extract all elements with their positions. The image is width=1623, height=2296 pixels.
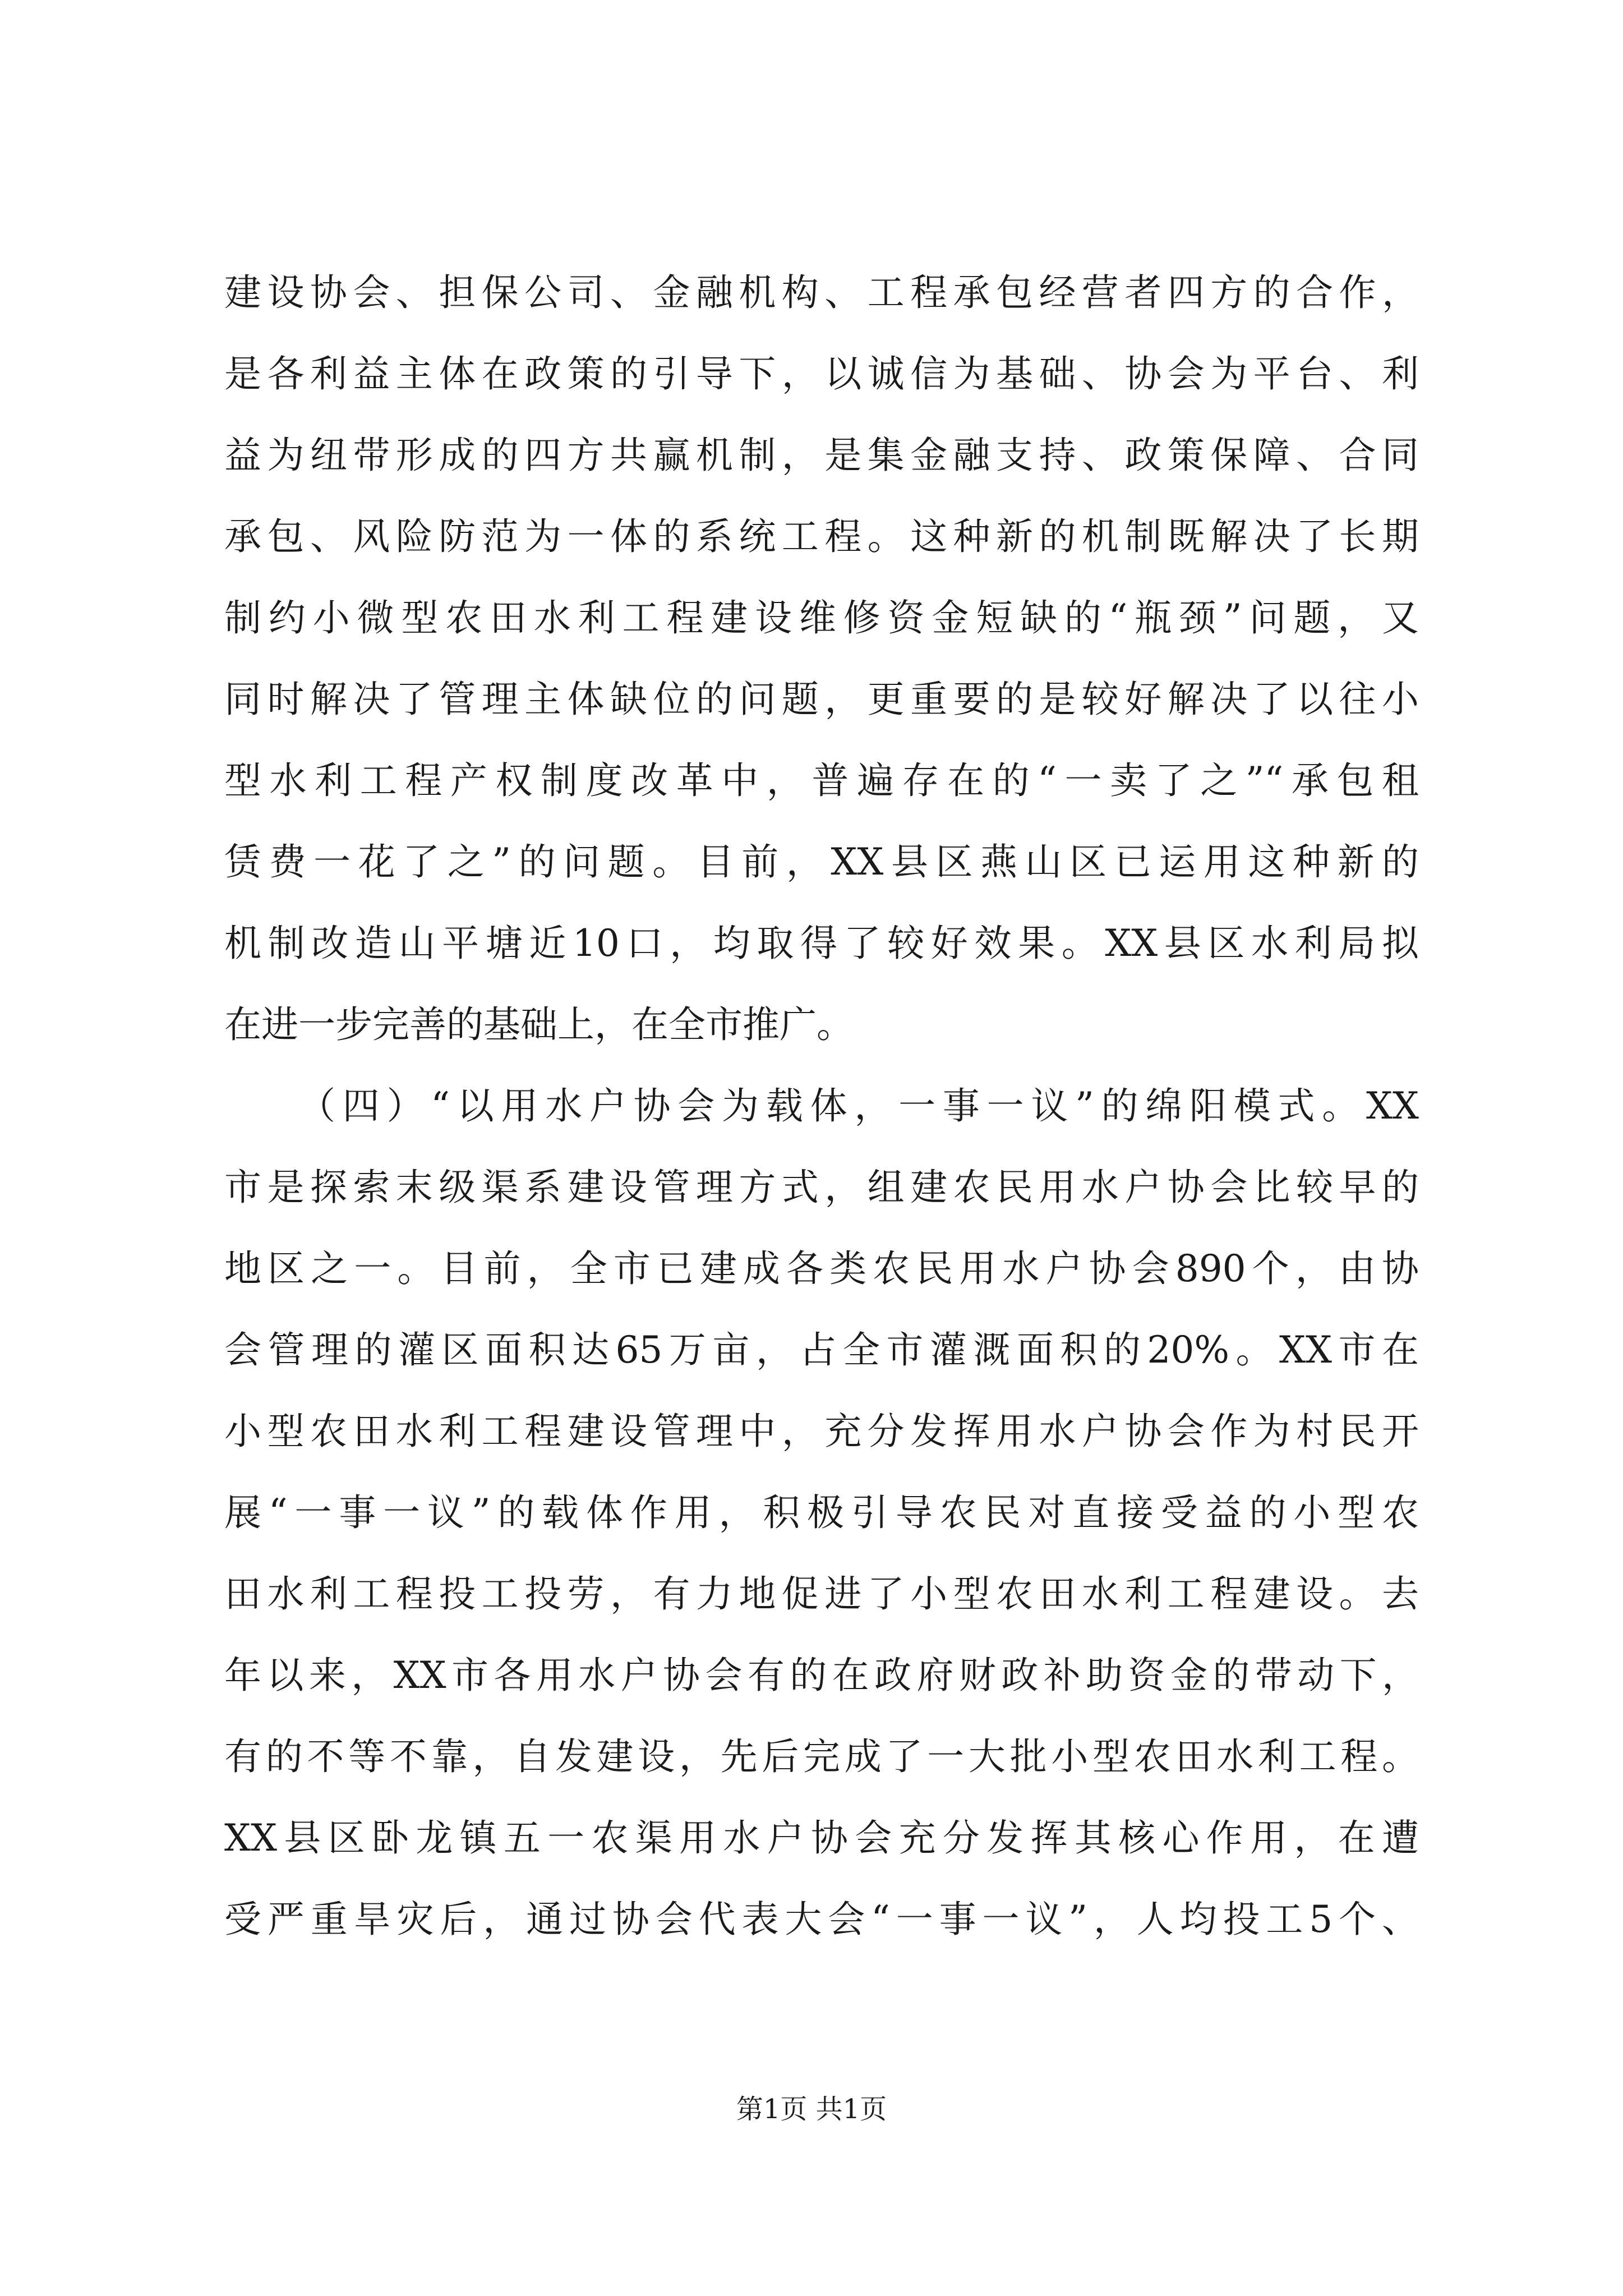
paragraph-1-line-2: 是各利益主体在政策的引导下，以诚信为基础、协会为平台、利 xyxy=(224,352,1419,395)
paragraph-1-line-9: 机制改造山平塘近10口，均取得了较好效果。XX县区水利局拟 xyxy=(224,922,1419,965)
paragraph-2-line-3: 地区之一。目前，全市已建成各类农民用水户协会890个，由协 xyxy=(224,1247,1419,1290)
paragraph-2-line-1: （四）“以用水户协会为载体，一事一议”的绵阳模式。XX xyxy=(298,1084,1419,1128)
paragraph-1-line-5: 制约小微型农田水利工程建设维修资金短缺的“瓶颈”问题，又 xyxy=(224,596,1419,639)
paragraph-2-line-5: 小型农田水利工程建设管理中，充分发挥用水户协会作为村民开 xyxy=(224,1410,1419,1453)
paragraph-2-line-10: XX县区卧龙镇五一农渠用水户协会充分发挥其核心作用，在遭 xyxy=(224,1816,1419,1860)
paragraph-1-line-10: 在进一步完善的基础上，在全市推广。 xyxy=(224,1003,854,1046)
paragraph-2-line-9: 有的不等不靠，自发建设，先后完成了一大批小型农田水利工程。 xyxy=(224,1735,1419,1778)
paragraph-2-line-11: 受严重旱灾后，通过协会代表大会“一事一议”，人均投工5个、 xyxy=(224,1898,1419,1941)
paragraph-2-line-8: 年以来，XX市各用水户协会有的在政府财政补助资金的带动下， xyxy=(224,1654,1419,1697)
paragraph-2-line-6: 展“一事一议”的载体作用，积极引导农民对直接受益的小型农 xyxy=(224,1491,1419,1534)
paragraph-1-line-6: 同时解决了管理主体缺位的问题，更重要的是较好解决了以往小 xyxy=(224,678,1419,721)
page-footer: 第1页 共1页 xyxy=(736,2093,887,2125)
paragraph-1-line-8: 赁费一花了之”的问题。目前，XX县区燕山区已运用这种新的 xyxy=(224,840,1419,884)
paragraph-1-line-1: 建设协会、担保公司、金融机构、工程承包经营者四方的合作， xyxy=(224,271,1419,314)
paragraph-1-line-7: 型水利工程产权制度改革中，普遍存在的“一卖了之”“承包租 xyxy=(224,759,1419,802)
paragraph-1-line-4: 承包、风险防范为一体的系统工程。这种新的机制既解决了长期 xyxy=(224,515,1419,558)
paragraph-2-line-4: 会管理的灌区面积达65万亩，占全市灌溉面积的20%。XX市在 xyxy=(224,1328,1419,1372)
paragraph-2-line-2: 市是探索末级渠系建设管理方式，组建农民用水户协会比较早的 xyxy=(224,1166,1419,1209)
paragraph-1-line-3: 益为纽带形成的四方共赢机制，是集金融支持、政策保障、合同 xyxy=(224,434,1419,477)
paragraph-2-line-7: 田水利工程投工投劳，有力地促进了小型农田水利工程建设。去 xyxy=(224,1572,1419,1616)
